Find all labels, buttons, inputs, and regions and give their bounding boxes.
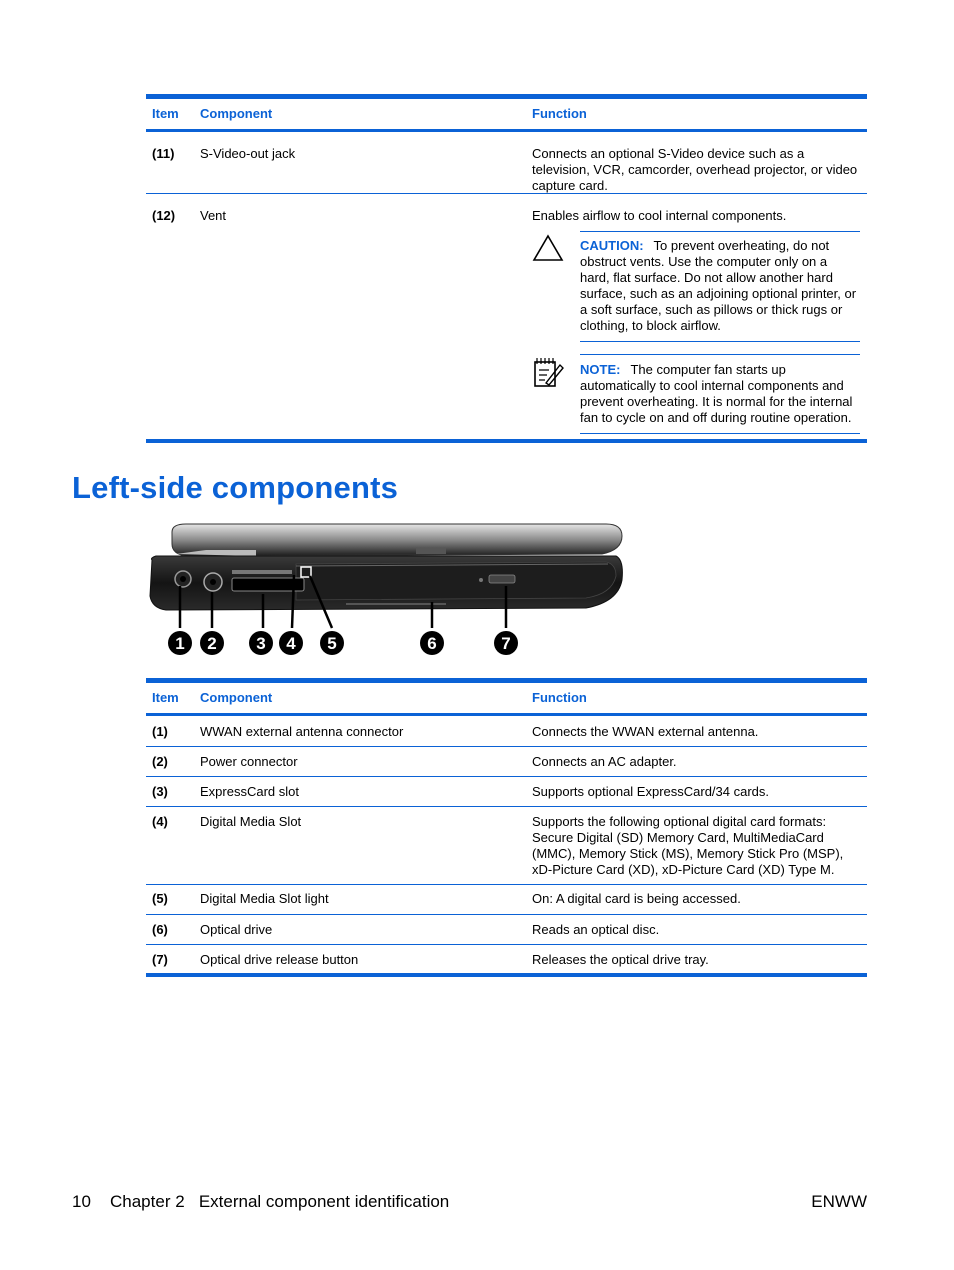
left-side-components-table bbox=[146, 678, 867, 977]
row-function: Connects an AC adapter. bbox=[532, 754, 677, 769]
header-item: Item bbox=[152, 106, 179, 121]
laptop-left-side-image bbox=[146, 520, 636, 660]
row-component: S-Video-out jack bbox=[200, 146, 296, 161]
table-row bbox=[146, 945, 867, 974]
row-item: (7) bbox=[152, 952, 168, 967]
footer-chapter: Chapter 2 External component identification bbox=[110, 1192, 450, 1211]
row-function: Enables airflow to cool internal components. bbox=[532, 208, 787, 223]
header-component: Component bbox=[200, 106, 273, 121]
note-box bbox=[580, 362, 860, 426]
row-function: Supports optional ExpressCard/34 cards. bbox=[532, 784, 770, 799]
header-function: Function bbox=[532, 690, 587, 705]
table-row bbox=[146, 716, 867, 747]
section-title: Left-side components bbox=[72, 470, 399, 505]
table-continued bbox=[146, 94, 867, 443]
row-component: Optical drive bbox=[200, 922, 273, 937]
note-rule-bottom bbox=[580, 433, 860, 434]
row-function: Supports the following optional digital card formats: Secure Digital (SD) Memory Card, MultiMediaCard (MMC), Memory Stick (MS), Memory Stick Pro (MSP), xD-Picture Card (XD), xD-Picture Card (XD) Type M. bbox=[532, 814, 844, 877]
callout-3: 3 bbox=[256, 634, 266, 653]
row-component: Optical drive release button bbox=[200, 952, 359, 967]
caution-rule-top bbox=[580, 231, 860, 232]
row-component: Digital Media Slot light bbox=[200, 891, 329, 906]
table-header bbox=[146, 94, 867, 132]
header-function: Function bbox=[532, 106, 587, 121]
table-header bbox=[146, 678, 867, 716]
callout-6: 6 bbox=[427, 634, 437, 653]
callout-5: 5 bbox=[327, 634, 337, 653]
caution-icon bbox=[532, 234, 564, 265]
row-function: Connects the WWAN external antenna. bbox=[532, 724, 759, 739]
row-item: (1) bbox=[152, 724, 168, 739]
table-row bbox=[146, 915, 867, 945]
row-function: Reads an optical disc. bbox=[532, 922, 660, 937]
row-function: Connects an optional S-Video device such as a television, VCR, camcorder, overhead projector, or video capture card. bbox=[532, 146, 858, 193]
row-component: Vent bbox=[200, 208, 227, 223]
row-component: WWAN external antenna connector bbox=[200, 724, 404, 739]
caution-box bbox=[580, 238, 860, 334]
row-function: On: A digital card is being accessed. bbox=[532, 891, 741, 906]
caution-text: To prevent overheating, do not obstruct vents. Use the computer only on a hard, flat surface. Do not allow another hard surface, such as an adjoining optional printer, or a soft surface, such as pillows or thick rugs or clothing, to block airflow. bbox=[580, 238, 857, 333]
note-icon bbox=[532, 356, 566, 393]
footer-page-number: 10 bbox=[72, 1192, 91, 1211]
note-label: NOTE: bbox=[580, 362, 621, 377]
note-rule-top bbox=[580, 354, 860, 355]
table-row bbox=[146, 747, 867, 777]
callout-7: 7 bbox=[501, 634, 511, 653]
callout-4: 4 bbox=[286, 634, 296, 653]
callout-markers bbox=[168, 631, 518, 655]
table-row bbox=[146, 132, 867, 194]
table-row bbox=[146, 194, 867, 440]
header-component: Component bbox=[200, 690, 273, 705]
caution-rule-bottom bbox=[580, 341, 860, 342]
row-component: Digital Media Slot bbox=[200, 814, 302, 829]
row-item: (6) bbox=[152, 922, 168, 937]
table-row bbox=[146, 807, 867, 885]
table-row bbox=[146, 885, 867, 915]
callout-1: 1 bbox=[175, 634, 185, 653]
note-text: The computer fan starts up automatically to cool internal components and prevent overheating. It is normal for the internal fan to cycle on and off during routine operation. bbox=[580, 362, 853, 425]
row-item: (3) bbox=[152, 784, 168, 799]
row-item: (11) bbox=[152, 146, 175, 161]
table-row bbox=[146, 777, 867, 807]
row-component: ExpressCard slot bbox=[200, 784, 299, 799]
row-component: Power connector bbox=[200, 754, 298, 769]
header-item: Item bbox=[152, 690, 179, 705]
footer-doc-code: ENWW bbox=[811, 1192, 867, 1211]
row-function: Releases the optical drive tray. bbox=[532, 952, 709, 967]
callout-2: 2 bbox=[207, 634, 217, 653]
left-side-illustration bbox=[146, 520, 636, 665]
row-item: (5) bbox=[152, 891, 168, 906]
row-item: (4) bbox=[152, 814, 168, 829]
row-item: (12) bbox=[152, 208, 176, 223]
row-item: (2) bbox=[152, 754, 168, 769]
caution-label: CAUTION: bbox=[580, 238, 644, 253]
